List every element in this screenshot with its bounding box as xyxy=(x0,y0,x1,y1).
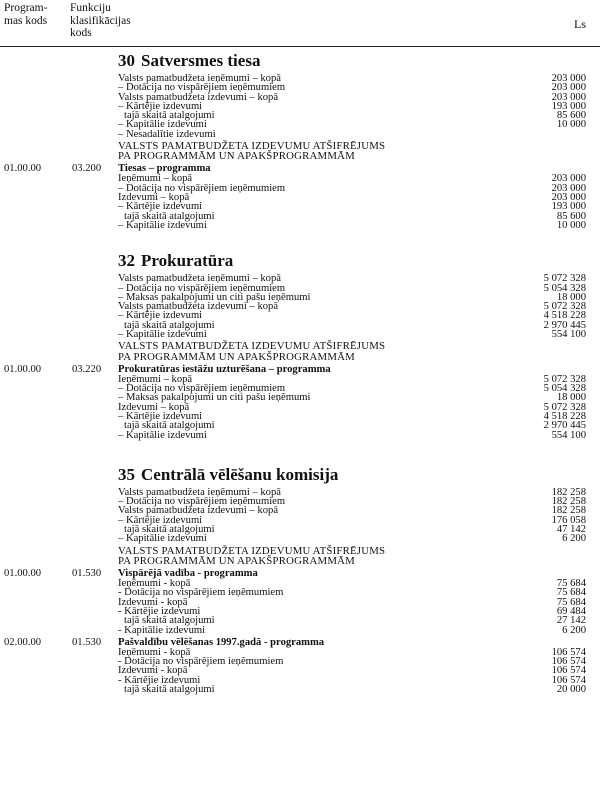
row-value: 69 484 xyxy=(556,605,586,617)
row-value: 106 574 xyxy=(551,674,586,686)
function-code: 03.200 xyxy=(72,163,102,175)
table-row xyxy=(0,102,600,111)
table-row xyxy=(0,685,600,694)
row-value: 203 000 xyxy=(551,73,586,84)
section-number: 30 xyxy=(118,51,135,70)
program-title: Vispārējā vadība - programma xyxy=(118,568,258,580)
table-row xyxy=(0,421,600,430)
row-value: 203 000 xyxy=(551,173,586,185)
row-label: Ieņēmumi – kopā xyxy=(118,173,193,185)
section-title xyxy=(118,464,600,488)
breakdown-heading-line2: PA PROGRAMMĀM UN APAKŠPROGRAMMĀM xyxy=(118,150,355,163)
section-name: Satversmes tiesa xyxy=(141,51,261,70)
row-label: - Kārtējie izdevumi xyxy=(118,605,201,617)
row-value: 27 142 xyxy=(556,615,586,627)
table-row xyxy=(0,506,600,515)
row-label: – Dotācija no vispārējiem ieņēmumiem xyxy=(118,182,286,194)
row-value: 193 000 xyxy=(551,201,586,213)
budget-section xyxy=(0,250,600,440)
row-label: - Kārtējie izdevumi xyxy=(118,674,201,686)
row-value: 20 000 xyxy=(556,683,586,695)
row-value: 6 200 xyxy=(562,624,586,636)
section-gap xyxy=(0,440,600,464)
row-label: Izdevumi - kopā xyxy=(118,596,188,608)
table-row xyxy=(0,657,600,666)
row-label: – Nesadalītie izdevumi xyxy=(118,128,216,140)
row-label: tajā skaitā atalgojumi xyxy=(124,110,215,122)
header-rule xyxy=(0,46,600,47)
breakdown-heading xyxy=(118,141,600,161)
header-function-code-line1: Funkciju xyxy=(70,2,111,14)
table-row xyxy=(0,666,600,675)
budget-section xyxy=(0,50,600,230)
program-code: 01.00.00 xyxy=(4,163,42,175)
row-label: Valsts pamatbudžeta ieņēmumi – kopā xyxy=(118,73,281,84)
table-row xyxy=(0,212,600,221)
table-row xyxy=(0,412,600,421)
row-value: 554 100 xyxy=(551,329,586,341)
row-value: 203 000 xyxy=(551,91,586,103)
row-label: Valsts pamatbudžeta izdevumi – kopā xyxy=(118,91,279,103)
row-label: – Kārtējie izdevumi xyxy=(118,514,203,526)
row-label: Ieņēmumi – kopā xyxy=(118,373,193,385)
table-row xyxy=(0,74,600,83)
table-row xyxy=(0,534,600,543)
header-function-code xyxy=(70,2,150,40)
row-label: – Dotācija no vispārējiem ieņēmumiem xyxy=(118,496,286,508)
program-code: 01.00.00 xyxy=(4,363,42,375)
table-row xyxy=(0,431,600,440)
table-row xyxy=(0,598,600,607)
row-value: 75 684 xyxy=(556,587,586,599)
table-row xyxy=(0,202,600,211)
table-header xyxy=(0,2,600,46)
breakdown-heading-line1: VALSTS PAMATBUDŽETA IZDEVUMU ATŠIFRĒJUMS xyxy=(118,340,386,353)
table-row xyxy=(0,193,600,202)
row-label: Izdevumi – kopā xyxy=(118,192,190,204)
table-row xyxy=(0,648,600,657)
row-label: – Kārtējie izdevumi xyxy=(118,310,203,322)
row-label: - Kapitālie izdevumi xyxy=(118,624,206,636)
section-title xyxy=(118,250,600,274)
table-row xyxy=(0,184,600,193)
row-label: – Kārtējie izdevumi xyxy=(118,201,203,213)
row-label: Valsts pamatbudžeta ieņēmumi – kopā xyxy=(118,486,281,498)
row-label: – Kārtējie izdevumi xyxy=(118,100,203,112)
row-label: – Kapitālie izdevumi xyxy=(118,329,207,341)
table-row xyxy=(0,393,600,402)
row-label: Valsts pamatbudžeta izdevumi – kopā xyxy=(118,301,279,313)
program-block xyxy=(0,365,600,440)
table-row xyxy=(0,626,600,635)
budget-section xyxy=(0,464,600,694)
program-title: Pašvaldību vēlēšanas 1997.gadā - programma xyxy=(118,636,325,648)
row-label: Izdevumi – kopā xyxy=(118,401,190,413)
row-label: tajā skaitā atalgojumi xyxy=(124,524,215,536)
row-label: – Kapitālie izdevumi xyxy=(118,219,207,231)
row-value: 203 000 xyxy=(551,182,586,194)
program-block xyxy=(0,164,600,230)
row-value: 106 574 xyxy=(551,646,586,658)
row-value: 75 684 xyxy=(556,596,586,608)
breakdown-heading xyxy=(118,341,600,361)
row-value: 106 574 xyxy=(551,665,586,677)
section-title xyxy=(118,50,600,74)
row-value: 75 684 xyxy=(556,578,586,590)
row-value: 193 000 xyxy=(551,100,586,112)
section-number: 35 xyxy=(118,464,135,484)
row-label: – Kapitālie izdevumi xyxy=(118,533,207,545)
row-value: 176 058 xyxy=(551,514,586,526)
row-value: 5 072 328 xyxy=(543,273,586,285)
table-row xyxy=(0,93,600,102)
header-program-code-line1: Program- xyxy=(4,2,48,14)
row-value: 10 000 xyxy=(556,219,586,231)
table-row xyxy=(0,221,600,230)
row-value: 5 054 328 xyxy=(543,383,586,395)
table-row xyxy=(0,330,600,339)
program-block xyxy=(0,569,600,635)
row-label: - Dotācija no vispārējiem ieņēmumiem xyxy=(118,656,284,668)
row-label: tajā skaitā atalgojumi xyxy=(124,420,215,432)
header-currency: Ls xyxy=(574,17,586,31)
program-block xyxy=(0,638,600,694)
row-label: – Dotācija no vispārējiem ieņēmumiem xyxy=(118,383,286,395)
table-row xyxy=(0,676,600,685)
table-row xyxy=(0,525,600,534)
row-value: 2 970 445 xyxy=(543,420,586,432)
table-row xyxy=(0,130,600,139)
breakdown-heading-line2: PA PROGRAMMĀM UN APAKŠPROGRAMMĀM xyxy=(118,350,355,363)
row-value: 5 054 328 xyxy=(543,282,586,294)
row-value: 85 600 xyxy=(556,110,586,122)
table-row xyxy=(0,293,600,302)
breakdown-heading xyxy=(118,546,600,566)
row-value: 18 000 xyxy=(556,392,586,404)
header-function-code-line2: klasifikācijas xyxy=(70,14,131,27)
row-value: 4 518 228 xyxy=(543,310,586,322)
row-label: tajā skaitā atalgojumi xyxy=(124,210,215,222)
row-label: tajā skaitā atalgojumi xyxy=(124,615,215,627)
row-value: 182 258 xyxy=(551,496,586,508)
row-label: – Kapitālie izdevumi xyxy=(118,119,207,131)
row-label: - Dotācija no vispārējiem ieņēmumiem xyxy=(118,587,284,599)
breakdown-heading-line2: PA PROGRAMMĀM UN APAKŠPROGRAMMĀM xyxy=(118,554,355,567)
table-row xyxy=(0,607,600,616)
row-value: 47 142 xyxy=(556,524,586,536)
row-label: Valsts pamatbudžeta izdevumi – kopā xyxy=(118,505,279,517)
table-row xyxy=(0,274,600,283)
row-value: 5 072 328 xyxy=(543,401,586,413)
table-row xyxy=(0,120,600,129)
table-row xyxy=(0,311,600,320)
row-value: 106 574 xyxy=(551,656,586,668)
header-program-code xyxy=(4,2,64,27)
sections-container xyxy=(0,50,600,694)
table-row xyxy=(0,616,600,625)
row-label: – Maksas pakalpojumi un citi pašu ieņēmumi xyxy=(118,392,311,404)
breakdown-heading-line1: VALSTS PAMATBUDŽETA IZDEVUMU ATŠIFRĒJUMS xyxy=(118,140,386,153)
row-value: 5 072 328 xyxy=(543,373,586,385)
row-value: 554 100 xyxy=(551,429,586,441)
row-value: 5 072 328 xyxy=(543,301,586,313)
section-gap xyxy=(0,230,600,250)
section-number: 32 xyxy=(118,251,135,271)
table-row xyxy=(0,579,600,588)
row-value: 10 000 xyxy=(556,119,586,131)
row-value: 203 000 xyxy=(551,82,586,94)
row-label: Ieņēmumi - kopā xyxy=(118,578,191,590)
section-name: Prokuratūra xyxy=(141,251,234,271)
table-row xyxy=(0,174,600,183)
row-value: 6 200 xyxy=(562,533,586,545)
row-label: – Kārtējie izdevumi xyxy=(118,410,203,422)
breakdown-heading-line1: VALSTS PAMATBUDŽETA IZDEVUMU ATŠIFRĒJUMS xyxy=(118,544,386,557)
program-title: Prokuratūras iestāžu uzturēšana – programma xyxy=(118,363,331,375)
row-value: 182 258 xyxy=(551,486,586,498)
table-row xyxy=(0,588,600,597)
table-row xyxy=(0,516,600,525)
row-label: – Dotācija no vispārējiem ieņēmumiem xyxy=(118,282,286,294)
table-row xyxy=(0,488,600,497)
row-value: 4 518 228 xyxy=(543,410,586,422)
row-label: Valsts pamatbudžeta ieņēmumi – kopā xyxy=(118,273,281,285)
program-title: Tiesas – programma xyxy=(118,163,211,175)
row-label: – Maksas pakalpojumi un citi pašu ieņēmumi xyxy=(118,291,311,303)
row-label: Ieņēmumi - kopā xyxy=(118,646,191,658)
table-row xyxy=(0,375,600,384)
function-code: 03.220 xyxy=(72,363,102,375)
row-label: – Dotācija no vispārējiem ieņēmumiem xyxy=(118,82,286,94)
header-program-code-line2: mas kods xyxy=(4,14,48,27)
row-label: Izdevumi - kopā xyxy=(118,665,188,677)
row-label: tajā skaitā atalgojumi xyxy=(124,683,215,695)
table-row xyxy=(0,302,600,311)
table-row xyxy=(0,497,600,506)
row-value: 203 000 xyxy=(551,192,586,204)
section-name: Centrālā vēlēšanu komisija xyxy=(141,464,339,484)
program-code: 01.00.00 xyxy=(4,568,42,580)
program-code: 02.00.00 xyxy=(4,636,42,648)
header-function-code-line3: kods xyxy=(70,27,92,39)
row-value: 85 600 xyxy=(556,210,586,222)
row-label: tajā skaitā atalgojumi xyxy=(124,319,215,331)
row-value: 2 970 445 xyxy=(543,319,586,331)
row-value: 18 000 xyxy=(556,291,586,303)
row-value: 182 258 xyxy=(551,505,586,517)
row-label: – Kapitālie izdevumi xyxy=(118,429,207,441)
table-row xyxy=(0,403,600,412)
function-code: 01.530 xyxy=(72,568,102,580)
table-row xyxy=(0,111,600,120)
table-row xyxy=(0,321,600,330)
table-row xyxy=(0,83,600,92)
function-code: 01.530 xyxy=(72,636,102,648)
